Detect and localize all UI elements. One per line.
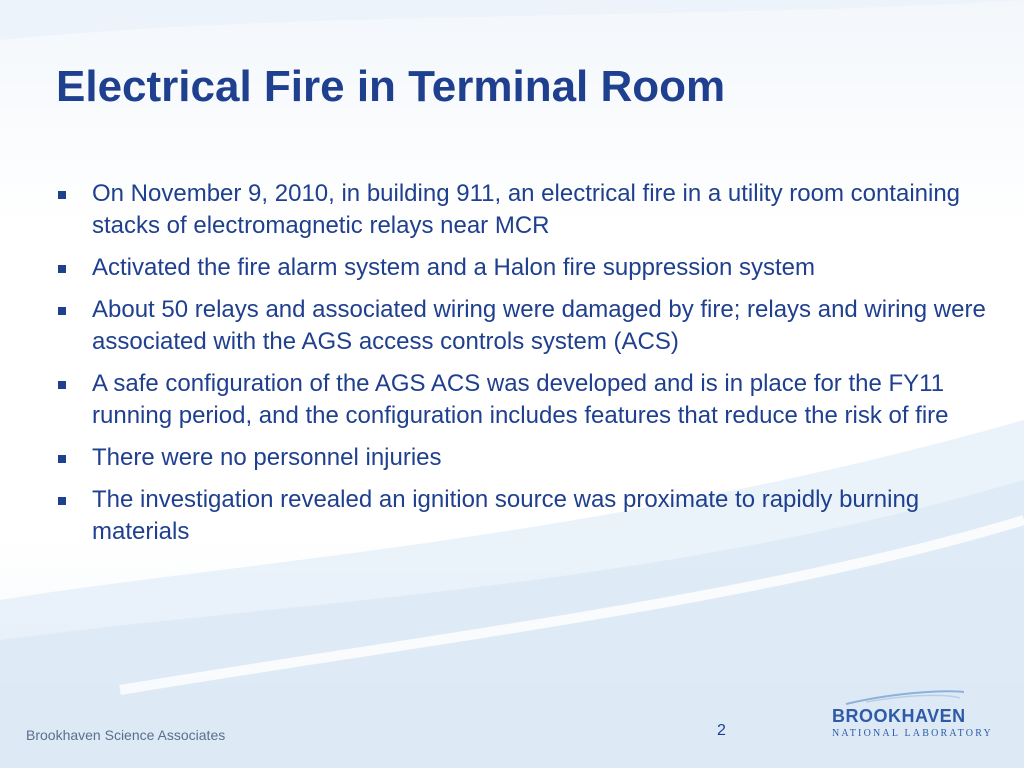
bullet-item xyxy=(56,368,1006,432)
bullet-text: About 50 relays and associated wiring were damaged by fire; relays and wiring were associated with the AGS access controls system (ACS) xyxy=(92,296,986,355)
square-bullet-icon xyxy=(58,497,66,505)
bullet-item xyxy=(56,294,1006,358)
bullet-item xyxy=(56,178,1006,242)
page-number: 2 xyxy=(717,722,726,739)
bullet-list xyxy=(56,178,1006,558)
logo-wordmark: BROOKHAVEN xyxy=(832,706,966,726)
bullet-item xyxy=(56,484,1006,548)
bullet-text: A safe configuration of the AGS ACS was developed and is in place for the FY11 running period, and the configuration includes features that reduce the risk of fire xyxy=(92,370,949,429)
footer-organization: Brookhaven Science Associates xyxy=(26,727,226,743)
brookhaven-logo xyxy=(826,690,1006,750)
square-bullet-icon xyxy=(58,455,66,463)
square-bullet-icon xyxy=(58,307,66,315)
bullet-item xyxy=(56,252,1006,284)
square-bullet-icon xyxy=(58,381,66,389)
square-bullet-icon xyxy=(58,191,66,199)
bullet-item xyxy=(56,442,1006,474)
bullet-text: There were no personnel injuries xyxy=(92,444,442,471)
square-bullet-icon xyxy=(58,265,66,273)
bullet-text: Activated the fire alarm system and a Halon fire suppression system xyxy=(92,254,815,281)
logo-subtitle: NATIONAL LABORATORY xyxy=(832,728,993,739)
bullet-text: On November 9, 2010, in building 911, an electrical fire in a utility room containing stacks of electromagnetic relays near MCR xyxy=(92,180,961,239)
slide-title: Electrical Fire in Terminal Room xyxy=(56,62,726,111)
bullet-text: The investigation revealed an ignition source was proximate to rapidly burning materials xyxy=(92,486,920,545)
